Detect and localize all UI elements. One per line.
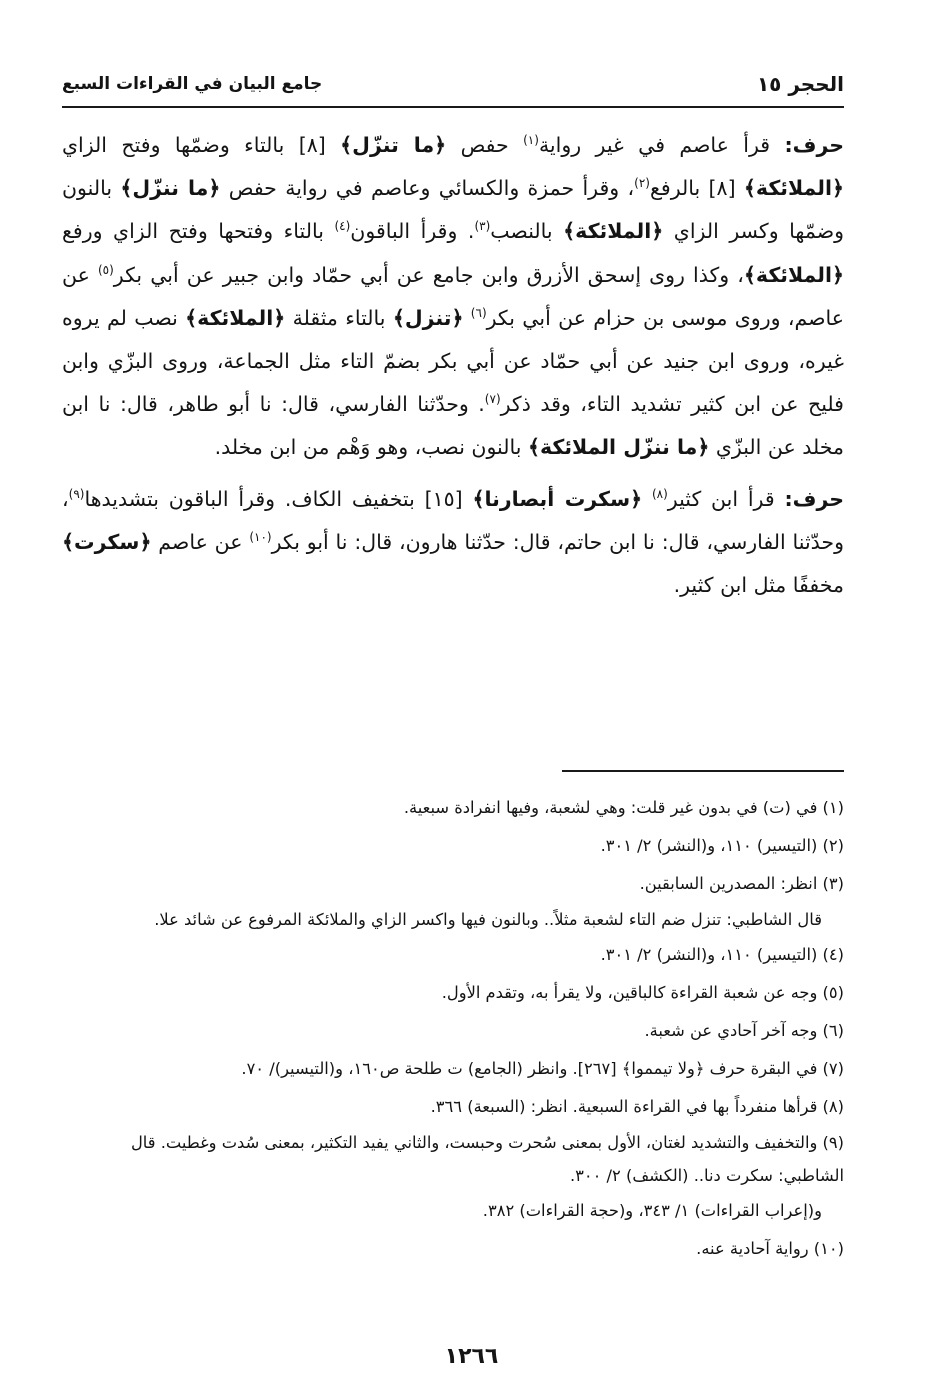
footnote-ref[interactable]: (٧) [484,392,501,407]
surah-header: الحجر ١٥ [756,72,844,96]
quran-quote: ﴿ما ننزّل الملائكة﴾ [527,435,710,460]
text-run: ، وحدّثنا الفارسي، قال: نا ابن حاتم، قال: حدّثنا هارون، قال: نا أبو بكر [62,486,845,554]
text-run: نصب لم يروه غيره، وروى ابن جنيد عن أبي حمّاد عن أبي بكر بضمّ التاء مثل الجماعة، وروى البزّي وابن فليح عن ابن كثير تشديد التاء، وقد ذكر [62,305,844,417]
footnote-ref[interactable]: (١٠) [249,530,272,544]
footnote-ref[interactable]: (١) [523,133,539,148]
footnote-9: (٩) والتخفيف والتشديد لغتان، الأول بمعنى سُحرت وحبست، والثاني يفيد التكثير، بمعنى سُدت وغطيت. قال الشاطبي: سكرت دنا.. (الكشف) ٢/ ٣٠٠. [130,1133,844,1185]
footnote-ref[interactable]: (٤) [334,219,351,234]
text-run: عن عاصم [151,529,250,554]
text-run [642,487,652,511]
text-run: [١٥] بتخفيف الكاف. وقرأ الباقون بتشديدها [84,486,473,511]
quran-quote: ﴿سكرت﴾ [62,529,152,554]
footnote-ref[interactable]: (٣) [474,219,491,234]
main-text [62,124,844,615]
text-run: بالنصب [490,219,564,244]
quran-quote: ﴿الملائكة﴾ [743,262,844,287]
footnote-5: (٥) وجه عن شعبة القراءة كالباقين، ولا يقرأ به، وتقدم الأول. [441,983,844,1002]
book-title: جامع البيان في القراءات السبع [62,74,323,94]
footnote-8: (٨) قرأها منفرداً بها في القراءة السبعية. انظر: (السبعة) ٣٦٦. [430,1097,844,1116]
footnote-10: (١٠) رواية آحادية عنه. [696,1239,844,1258]
footnote-7: (٧) في البقرة حرف ﴿ولا تيمموا﴾ [٢٦٧]. وانظر (الجامع) ت طلحة ص١٦٠، و(التيسير)/ ٧٠. [241,1059,844,1078]
quran-quote: ﴿ما تنزّل﴾ [340,133,447,157]
paragraph-2 [62,478,844,608]
footnote-3: (٣) انظر: المصدرين السابقين. [639,874,844,893]
footnote-9-continuation: و(إعراب القراءات) ١/ ٣٤٣، و(حجة القراءات) ٣٨٢. [482,1201,822,1220]
text-run: مخففًا مثل ابن كثير. [673,573,844,598]
text-run: بالتاء وفتحها وفتح الزاي ورفع [62,219,335,244]
text-run: حفص [446,133,524,157]
footnote-4: (٤) (التيسير) ١١٠، و(النشر) ٢/ ٣٠١. [600,945,844,964]
footnote-3-continuation [62,903,844,936]
text-run: [٨] بالرفع [649,176,744,201]
footnote-ref[interactable]: (٥) [97,262,114,277]
footnote-ref[interactable]: (٩) [68,486,85,501]
harf-label: حرف: [784,133,845,157]
footnote-separator [562,770,844,772]
footnote-ref[interactable]: (٢) [634,176,650,191]
text-run: [٨] بالتاء وضمّها وفتح الزاي [62,133,341,157]
footnotes [62,789,844,1268]
quran-quote: ﴿تنزل﴾ [392,305,464,330]
footnote-ref[interactable]: (٨) [651,486,668,501]
footnote-6: (٦) وجه آخر آحادي عن شعبة. [644,1021,844,1040]
text-run: قرأ ابن كثير [667,486,785,511]
text-run: . وقرأ الباقون [350,219,475,244]
text-run: بالتاء مثقلة [285,305,393,330]
quran-quote: ﴿الملائكة﴾ [185,305,286,330]
text-run: ، وكذا روى إسحق الأزرق وابن جامع عن أبي حمّاد وابن جبير عن أبي بكر [113,262,744,287]
quran-quote: ﴿ما ننزّل﴾ [120,176,221,201]
footnote-ref[interactable]: (٦) [470,305,487,320]
text-run: بالنون وضمّها وكسر الزاي [62,176,844,244]
text-run: عن عاصم، وروى موسى بن حزام عن أبي بكر [62,262,844,330]
footnote-9-block [62,1126,844,1192]
harf-label: حرف: [784,486,844,511]
paragraph-1 [62,124,844,470]
text-run [463,306,470,330]
quran-quote: ﴿الملائكة﴾ [743,176,845,201]
text-run: بالنون نصب، وهو وَهْم من ابن مخلد. [214,435,528,460]
running-header [62,64,844,108]
footnote-3-quote: قال الشاطبي: تنزل ضم التاء لشعبة مثلاً.. وبالنون فيها واكسر الزاي والملائكة المرفوع عن شائد علا. [154,910,822,929]
footnote-2: (٢) (التيسير) ١١٠، و(النشر) ٢/ ٣٠١. [600,836,844,855]
quran-quote: ﴿سكرت أبصارنا﴾ [472,486,643,511]
text-run: ، وقرأ حمزة والكسائي وعاصم في رواية حفص [220,176,635,201]
text-run: قرأ عاصم في غير رواية [538,133,785,157]
footnote-1: (١) في (ت) في بدون غير قلت: وهي لشعبة، وفيها انفرادة سبعية. [403,798,844,817]
text-run: . وحدّثنا الفارسي، قال: نا أبو طاهر، قال: نا ابن مخلد عن البزّي [62,392,844,460]
quran-quote: ﴿الملائكة﴾ [563,219,664,244]
page-number: ١٢٦٦ [444,1344,499,1369]
